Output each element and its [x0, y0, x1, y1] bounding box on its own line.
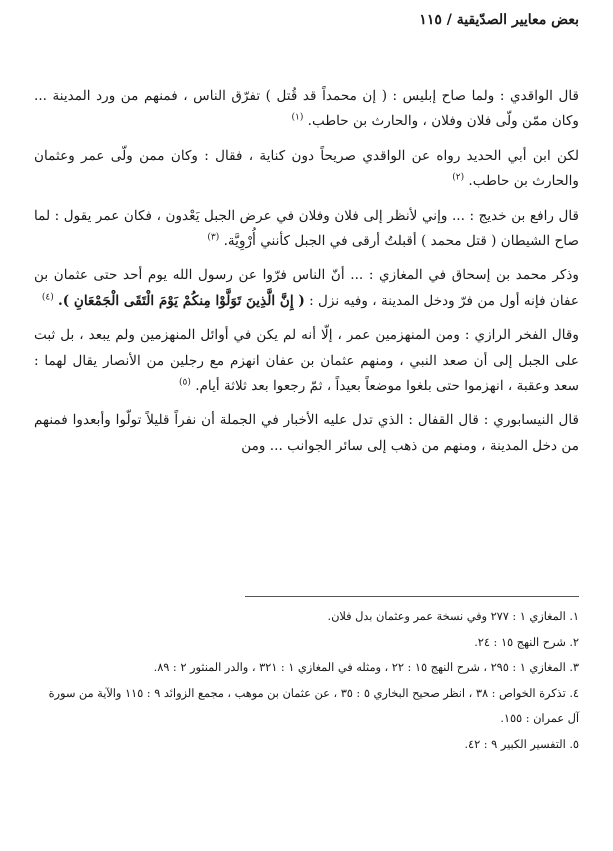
- quran-verse: ( إِنَّ الَّذِينَ تَوَلَّوْا مِنكُمْ يَوْمَ الْتَقَى الْجَمْعَانِ ).: [58, 292, 305, 309]
- paragraph-1: قال الواقدي : ولما صاح إبليس : ( إن محمداً قد قُتل ) تفرّق الناس ، فمنهم من ورد المدينة ... وكان ممّن ولّى فلان وفلان ، والحارث بن حاطب. $^{(١)}$: [34, 88, 579, 130]
- paragraph-6: قال النيسابوري : قال القفال : الذي تدل عليه الأخبار في الجملة أن نفراً قليلاً تولّوا وأبعدوا فمنهم من دخل المدينة ، ومنهم من ذهب إلى سائر الجوانب ... ومن: [34, 412, 579, 454]
- footnote-1: ١. المغازي ١ : ٢٧٧ وفي نسخة عمر وعثمان بدل فلان.: [327, 610, 579, 623]
- footnote-5: ٥. التفسير الكبير ٩ : ٤٢.: [464, 737, 579, 751]
- footnote-ref-2[interactable]: (٢): [452, 172, 465, 183]
- footnotes: [34, 604, 579, 757]
- footnote-ref-3[interactable]: (٣): [207, 232, 220, 243]
- footnote-2: ٢. شرح النهج ١٥ : ٢٤.: [474, 635, 579, 649]
- footnote-ref-4[interactable]: (٤): [41, 292, 54, 303]
- footnote-4: ٤. تذكرة الخواص : ٣٨ ، انظر صحيح البخاري ٥ : ٣٥ ، عن عثمان بن موهب ، مجمع الزوائد ٩ : ١١٥ والآية من سورة آل عمران : ١٥٥.: [48, 686, 579, 725]
- paragraph-2: لكن ابن أبي الحديد رواه عن الواقدي صريحاً دون كناية ، فقال : وكان ممن ولّى عمر وعثمان والحارث بن حاطب. $^{(٢)}$: [34, 147, 579, 190]
- footnote-ref-1[interactable]: (١): [291, 112, 304, 123]
- paragraph-5: وقال الفخر الرازي : ومن المنهزمين عمر ، إلّا أنه لم يكن في أوائل المنهزمين ولم يبعد ، بل ثبت على الجبل إلى أن صعد النبي ، ومنهم عثمان بن عفان انهزم مع رجلين من الأنصار يقال لهما : سعد وعقبة ، انهزموا حتى بلغوا موضعاً بعيداً ، ثمّ رجعوا بعد ثلاثة أيام. $^{(٥)}$: [34, 327, 579, 395]
- page-header: [34, 12, 579, 28]
- main-text: [34, 84, 579, 468]
- footnote-ref-5[interactable]: (٥): [178, 377, 191, 388]
- paragraph-3: قال رافع بن خديج : ... وإني لأنظر إلى فلان وفلان في عرض الجبل يَعْدون ، فكان عمر يقول : لما صاح الشيطان ( قتل محمد ) أقبلتُ أرقى في الجبل كأنني أُرْوِيَّة. $^{(٣)}$: [34, 207, 579, 250]
- paragraph-4: وذكر محمد بن إسحاق في المغازي : ... أنّ الناس فرّوا عن رسول الله يوم أحد حتى عثمان بن عفان فإنه أول من فرّ ودخل المدينة ، وفيه نزل : ( إِنَّ الَّذِينَ تَوَلَّوْا مِنكُمْ يَوْمَ الْتَقَى الْجَمْعَانِ ). $^{(٤)}$: [34, 267, 579, 309]
- footnote-separator: [245, 596, 579, 597]
- running-title: بعض معايير الصدّيقية / ١١٥: [419, 12, 579, 28]
- footnote-3: ٣. المغازي ١ : ٢٩٥ ، شرح النهج ١٥ : ٢٢ ، ومثله في المغازي ١ : ٣٢١ ، والدر المنثور ٢ : ٨٩.: [153, 661, 579, 674]
